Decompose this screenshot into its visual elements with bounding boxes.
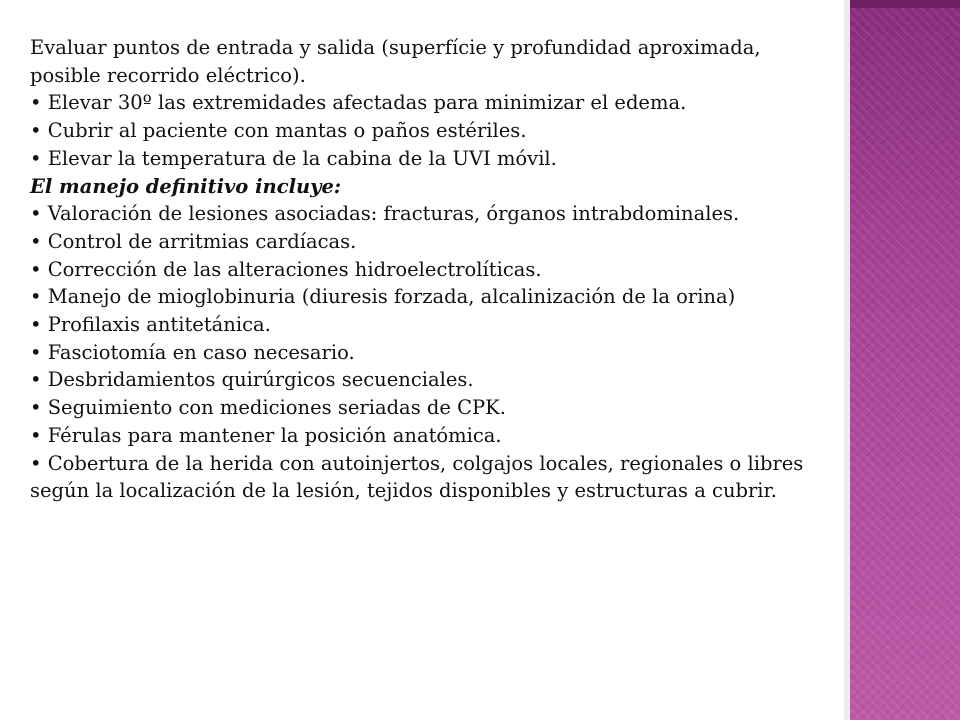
list-item: • Manejo de mioglobinuria (diuresis forzada, alcalinización de la orina) [30, 285, 736, 309]
list-item: • Cubrir al paciente con mantas o paños estériles. [30, 119, 527, 143]
list-item: • Férulas para mantener la posición anatómica. [30, 423, 502, 447]
list-item: • Cobertura de la herida con autoinjertos, colgajos locales, regionales o libres según la localización de la lesión, tejidos disponibles y estructuras a cubrir. [30, 451, 804, 503]
list-item: • Desbridamientos quirúrgicos secuenciales. [30, 368, 474, 392]
list-item: • Elevar la temperatura de la cabina de la UVI móvil. [30, 146, 557, 170]
list-item: • Fasciotomía en caso necesario. [30, 340, 355, 364]
list-item: • Profilaxis antitetánica. [30, 313, 271, 337]
side-band-top-bar [850, 0, 960, 8]
section-heading: El manejo definitivo incluye: [30, 174, 342, 198]
list-item: • Elevar 30º las extremidades afectadas para minimizar el edema. [30, 91, 687, 115]
slide-body-text [30, 34, 830, 505]
list-item: • Control de arritmias cardíacas. [30, 229, 357, 253]
intro-paragraph: Evaluar puntos de entrada y salida (superfície y profundidad aproximada, posible recorrido eléctrico). [30, 36, 761, 87]
list-item: • Valoración de lesiones asociadas: fracturas, órganos intrabdominales. [30, 202, 740, 226]
list-item: • Corrección de las alteraciones hidroelectrolíticas. [30, 257, 542, 281]
decorative-side-band [850, 0, 960, 720]
list-item: • Seguimiento con mediciones seriadas de CPK. [30, 396, 506, 420]
